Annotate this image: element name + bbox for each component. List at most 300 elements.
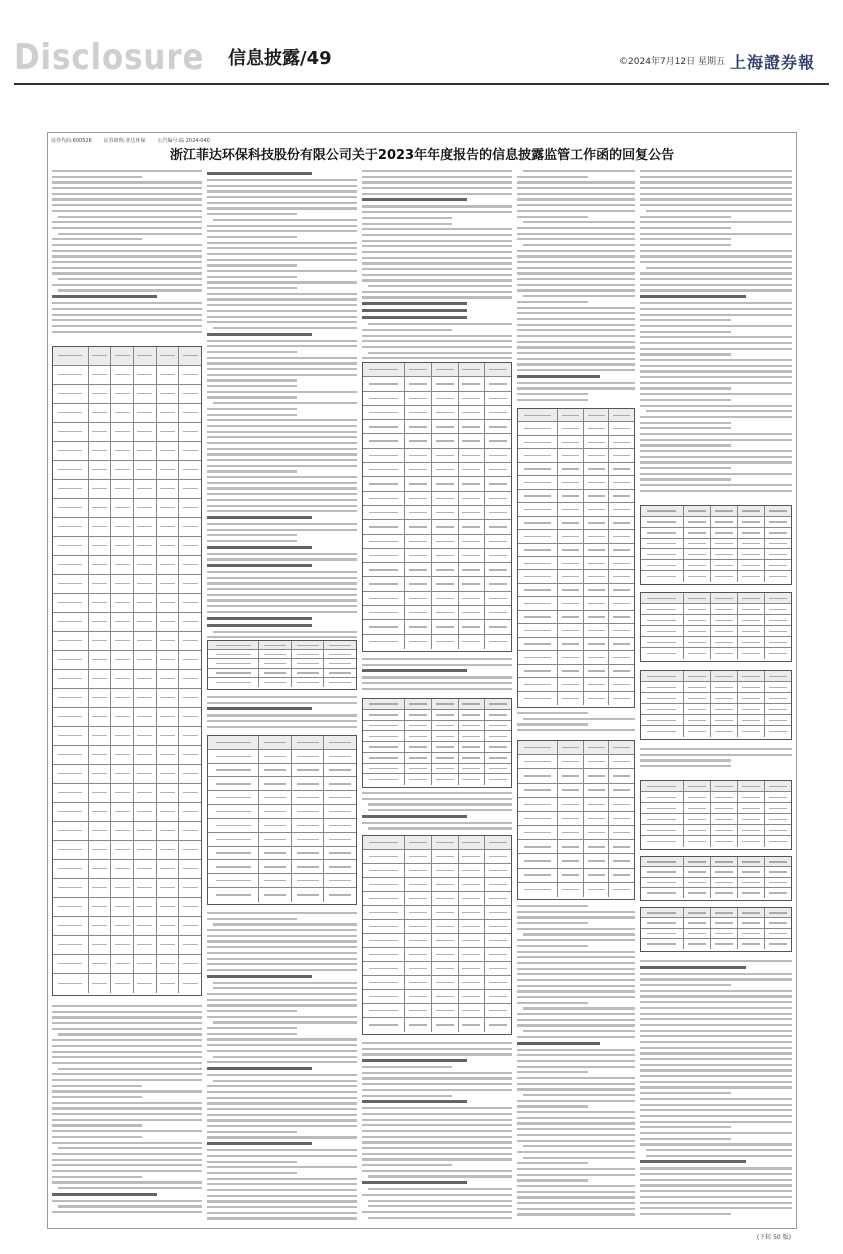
- table-row: [53, 898, 201, 917]
- table-cell: [432, 463, 459, 476]
- table-cell: [363, 363, 405, 376]
- text-line: [362, 309, 467, 312]
- table-cell: [518, 755, 558, 768]
- text-line: [523, 718, 635, 720]
- table-row: [363, 962, 511, 976]
- table-cell: [641, 571, 684, 582]
- table-row: [363, 774, 511, 785]
- text-line: [52, 221, 202, 223]
- table-cell: [53, 480, 89, 498]
- text-line: [52, 187, 202, 189]
- text-line: [362, 234, 512, 236]
- table-cell: [363, 836, 405, 849]
- table-cell: [765, 715, 791, 725]
- table-cell: [459, 434, 486, 447]
- table-cell: [485, 563, 511, 576]
- text-line: [362, 1053, 512, 1055]
- table-cell: [518, 544, 558, 556]
- table-cell: [765, 814, 791, 824]
- table-cell: [134, 765, 157, 783]
- table-cell: [111, 784, 134, 802]
- table-row: [208, 874, 356, 888]
- text-line: [517, 278, 635, 280]
- text-line: [517, 996, 635, 998]
- table-cell: [684, 626, 711, 636]
- table-cell: [609, 624, 634, 636]
- table-cell: [292, 888, 325, 902]
- table-cell: [765, 836, 791, 847]
- text-line: [58, 233, 202, 235]
- column-1-text-top: [52, 170, 202, 340]
- text-line: [362, 198, 467, 201]
- text-line: [517, 956, 635, 958]
- table-cell: [111, 480, 134, 498]
- table-cell: [765, 918, 791, 927]
- text-line: [362, 279, 512, 281]
- text-line: [52, 1119, 202, 1121]
- table-cell: [584, 436, 610, 448]
- text-line: [523, 1007, 635, 1009]
- text-line: [52, 1113, 202, 1115]
- table-cell: [157, 822, 180, 840]
- table-cell: [609, 869, 634, 882]
- text-line: [52, 1090, 202, 1092]
- table-cell: [157, 480, 180, 498]
- text-line: [207, 553, 357, 555]
- text-line: [362, 245, 512, 247]
- text-line: [207, 190, 357, 192]
- table-cell: [485, 731, 511, 741]
- table-cell: [584, 597, 610, 609]
- table-cell: [432, 620, 459, 633]
- table-cell: [292, 659, 325, 667]
- table-cell: [584, 869, 610, 882]
- table-cell: [111, 708, 134, 726]
- table-cell: [485, 606, 511, 619]
- table-cell: [518, 741, 558, 754]
- text-line: [207, 1206, 357, 1208]
- text-line: [640, 1126, 731, 1128]
- table-cell: [584, 769, 610, 782]
- table-cell: [179, 746, 201, 764]
- table-cell: [432, 710, 459, 720]
- table-cell: [363, 699, 405, 709]
- table-row: [518, 812, 634, 826]
- text-line: [207, 1061, 357, 1063]
- text-line: [207, 431, 357, 433]
- table-cell: [111, 594, 134, 612]
- table-row: [363, 990, 511, 1004]
- text-line: [52, 272, 202, 274]
- table-cell: [432, 731, 459, 741]
- table-cell: [584, 557, 610, 569]
- table-cell: [208, 833, 259, 846]
- text-line: [517, 1077, 635, 1079]
- text-line: [640, 278, 792, 280]
- table-row: [208, 791, 356, 805]
- text-line: [362, 228, 512, 230]
- table-row: [518, 597, 634, 610]
- table-cell: [363, 721, 405, 731]
- table-cell: [89, 898, 112, 916]
- table-cell: [684, 571, 711, 582]
- stock-code: 证券代码:600526: [51, 138, 92, 144]
- text-line: [207, 1195, 357, 1197]
- text-line: [640, 1179, 792, 1181]
- text-line: [640, 193, 792, 195]
- table-cell: [53, 689, 89, 707]
- table-cell: [157, 974, 180, 993]
- table-cell: [711, 693, 738, 703]
- text-line: [640, 1001, 792, 1003]
- table-row: [53, 879, 201, 898]
- table-cell: [738, 878, 765, 887]
- table-cell: [405, 962, 432, 975]
- table-cell: [111, 499, 134, 517]
- text-line: [368, 352, 512, 354]
- announcement-number: 公告编号:临 2024-040: [157, 138, 210, 144]
- table-cell: [558, 490, 584, 502]
- table-cell: [405, 753, 432, 763]
- text-line: [207, 1172, 297, 1174]
- table-row: [363, 892, 511, 906]
- table-cell: [179, 898, 201, 916]
- table-cell: [765, 867, 791, 876]
- text-line: [207, 345, 357, 347]
- text-line: [362, 1124, 512, 1126]
- table-row: [53, 727, 201, 746]
- table-cell: [584, 409, 610, 421]
- table-cell: [485, 635, 511, 649]
- table-cell: [609, 490, 634, 502]
- table-cell: [558, 665, 584, 677]
- table-cell: [558, 409, 584, 421]
- text-line: [207, 963, 357, 965]
- text-line: [362, 1181, 467, 1184]
- table-cell: [641, 836, 684, 847]
- text-line: [640, 365, 792, 367]
- table-cell: [432, 1004, 459, 1017]
- table-cell: [485, 774, 511, 785]
- table-cell: [765, 637, 791, 647]
- table-cell: [157, 366, 180, 384]
- table-cell: [558, 624, 584, 636]
- text-line: [207, 599, 357, 601]
- table-cell: [609, 436, 634, 448]
- table-cell: [684, 615, 711, 625]
- table-cell: [53, 442, 89, 460]
- table-cell: [765, 506, 791, 516]
- text-line: [207, 316, 357, 318]
- table-row: [363, 906, 511, 920]
- text-line: [517, 375, 600, 378]
- text-line: [517, 962, 635, 964]
- text-line: [207, 1217, 357, 1219]
- table-cell: [485, 1004, 511, 1017]
- table-cell: [53, 499, 89, 517]
- table-cell: [432, 363, 459, 376]
- table-cell: [485, 906, 511, 919]
- table-cell: [405, 1004, 432, 1017]
- table-cell: [179, 537, 201, 555]
- table-cell: [259, 736, 292, 749]
- text-line: [517, 905, 588, 907]
- table-cell: [684, 593, 711, 603]
- table-cell: [684, 781, 711, 791]
- table-cell: [738, 715, 765, 725]
- table-cell: [738, 857, 765, 866]
- table-cell: [641, 506, 684, 516]
- table-cell: [157, 518, 180, 536]
- table-cell: [518, 570, 558, 582]
- text-line: [640, 1041, 792, 1043]
- text-line: [640, 1035, 792, 1037]
- table-cell: [89, 974, 112, 993]
- text-line: [517, 939, 635, 941]
- table-cell: [711, 939, 738, 949]
- table-cell: [134, 936, 157, 954]
- table-cell: [179, 385, 201, 403]
- table-cell: [405, 592, 432, 605]
- table-cell: [134, 461, 157, 479]
- table-cell: [641, 867, 684, 876]
- column-2-text-mid: [207, 696, 357, 731]
- table-cell: [363, 392, 405, 405]
- table-cell: [459, 774, 486, 785]
- table-cell: [89, 822, 112, 840]
- text-line: [517, 916, 635, 918]
- text-line: [362, 1100, 467, 1103]
- text-line: [52, 1107, 202, 1109]
- text-line: [362, 170, 512, 172]
- table-cell: [711, 814, 738, 824]
- table-cell: [324, 791, 356, 804]
- table-cell: [292, 847, 325, 860]
- table-cell: [459, 406, 486, 419]
- table-cell: [641, 814, 684, 824]
- table-row: [363, 721, 511, 732]
- table-cell: [324, 860, 356, 873]
- text-line: [640, 198, 792, 200]
- table-cell: [208, 874, 259, 887]
- table-cell: [485, 506, 511, 519]
- text-line: [362, 240, 512, 242]
- table-cell: [558, 597, 584, 609]
- table-cell: [363, 948, 405, 961]
- text-line: [640, 427, 731, 429]
- table-cell: [134, 841, 157, 859]
- text-line: [517, 301, 588, 303]
- table-cell: [405, 742, 432, 752]
- table-cell: [405, 449, 432, 462]
- text-line: [640, 176, 792, 178]
- text-line: [362, 251, 512, 253]
- text-line: [52, 1153, 202, 1155]
- table-row: [518, 692, 634, 705]
- table-row: [208, 888, 356, 902]
- table-row: [641, 549, 791, 560]
- text-line: [207, 999, 357, 1001]
- table-cell: [89, 613, 112, 631]
- section-brand-word: Disclosure: [14, 37, 205, 78]
- text-line: [362, 1141, 512, 1143]
- table-cell: [157, 404, 180, 422]
- table-row: [363, 577, 511, 591]
- table-cell: [363, 976, 405, 989]
- text-line: [207, 1183, 357, 1185]
- text-line: [207, 1114, 357, 1116]
- table-cell: [363, 577, 405, 590]
- text-line: [640, 331, 731, 333]
- table-cell: [89, 575, 112, 593]
- text-line: [207, 702, 357, 704]
- table-row: [518, 611, 634, 624]
- text-line: [640, 1013, 792, 1015]
- table-cell: [584, 624, 610, 636]
- text-line: [640, 359, 792, 361]
- text-line: [207, 929, 357, 931]
- table-cell: [485, 449, 511, 462]
- column-3-text-mid: [362, 658, 512, 696]
- table-cell: [711, 836, 738, 847]
- table-cell: [89, 518, 112, 536]
- text-line: [213, 327, 357, 329]
- table-cell: [292, 791, 325, 804]
- table-cell: [324, 819, 356, 832]
- table-cell: [684, 792, 711, 802]
- table-cell: [89, 404, 112, 422]
- table-cell: [459, 764, 486, 774]
- text-line: [52, 1011, 202, 1013]
- table-cell: [558, 544, 584, 556]
- table-cell: [558, 557, 584, 569]
- table-cell: [584, 422, 610, 434]
- text-line: [207, 276, 297, 278]
- table-cell: [459, 934, 486, 947]
- text-line: [523, 1157, 635, 1159]
- table-cell: [558, 638, 584, 650]
- table-cell: [738, 528, 765, 538]
- text-line: [207, 571, 357, 573]
- table-cell: [157, 442, 180, 460]
- text-line: [52, 302, 202, 304]
- text-line: [517, 289, 635, 291]
- text-line: [213, 1021, 357, 1023]
- table-cell: [405, 520, 432, 533]
- table-row: [641, 878, 791, 888]
- table-cell: [208, 669, 259, 677]
- table-cell: [485, 377, 511, 390]
- table-cell: [157, 765, 180, 783]
- table-cell: [432, 635, 459, 649]
- table-cell: [641, 888, 684, 898]
- column-2-table-large: [207, 735, 357, 905]
- table-cell: [558, 692, 584, 705]
- table-cell: [609, 463, 634, 475]
- text-line: [362, 664, 512, 666]
- text-line: [207, 499, 357, 501]
- table-cell: [53, 784, 89, 802]
- table-cell: [405, 635, 432, 649]
- table-row: [641, 836, 791, 847]
- text-line: [207, 213, 297, 215]
- stock-short-name: 证券简称:菲达环保: [103, 138, 146, 144]
- table-cell: [208, 764, 259, 777]
- table-cell: [111, 936, 134, 954]
- text-line: [207, 487, 357, 489]
- table-cell: [53, 822, 89, 840]
- table-cell: [363, 506, 405, 519]
- column-3-text-mid-2: [362, 792, 512, 832]
- text-line: [207, 1155, 357, 1157]
- table-cell: [609, 854, 634, 867]
- table-cell: [609, 557, 634, 569]
- table-cell: [711, 908, 738, 917]
- text-line: [207, 617, 312, 620]
- text-line: [640, 1138, 731, 1140]
- text-line: [207, 707, 312, 710]
- table-row: [53, 708, 201, 727]
- table-cell: [609, 422, 634, 434]
- text-line: [207, 546, 312, 549]
- table-cell: [641, 918, 684, 927]
- text-line: [362, 1042, 512, 1044]
- table-cell: [485, 920, 511, 933]
- table-cell: [179, 347, 201, 365]
- table-row: [208, 805, 356, 819]
- table-cell: [711, 781, 738, 791]
- text-line: [640, 1064, 792, 1066]
- table-cell: [405, 764, 432, 774]
- table-cell: [157, 917, 180, 935]
- table-row: [53, 670, 201, 689]
- table-cell: [558, 570, 584, 582]
- table-cell: [208, 888, 259, 902]
- table-cell: [485, 1018, 511, 1032]
- table-cell: [259, 847, 292, 860]
- table-cell: [558, 798, 584, 811]
- table-cell: [405, 990, 432, 1003]
- table-cell: [292, 669, 325, 677]
- text-line: [213, 1080, 357, 1082]
- table-cell: [89, 765, 112, 783]
- table-cell: [558, 503, 584, 515]
- table-cell: [53, 613, 89, 631]
- table-cell: [89, 537, 112, 555]
- text-line: [207, 379, 297, 381]
- table-cell: [518, 812, 558, 825]
- text-line: [52, 250, 202, 252]
- table-cell: [765, 517, 791, 527]
- table-cell: [609, 840, 634, 853]
- table-cell: [641, 682, 684, 692]
- table-cell: [459, 742, 486, 752]
- text-line: [207, 470, 297, 472]
- table-row: [518, 678, 634, 691]
- table-cell: [157, 784, 180, 802]
- text-line: [207, 287, 297, 289]
- text-line: [640, 978, 792, 980]
- table-row: [363, 434, 511, 448]
- text-line: [517, 358, 635, 360]
- table-cell: [584, 665, 610, 677]
- table-cell: [485, 477, 511, 490]
- table-cell: [485, 535, 511, 548]
- table-row: [641, 792, 791, 803]
- table-cell: [259, 874, 292, 887]
- table-cell: [641, 825, 684, 835]
- table-cell: [157, 898, 180, 916]
